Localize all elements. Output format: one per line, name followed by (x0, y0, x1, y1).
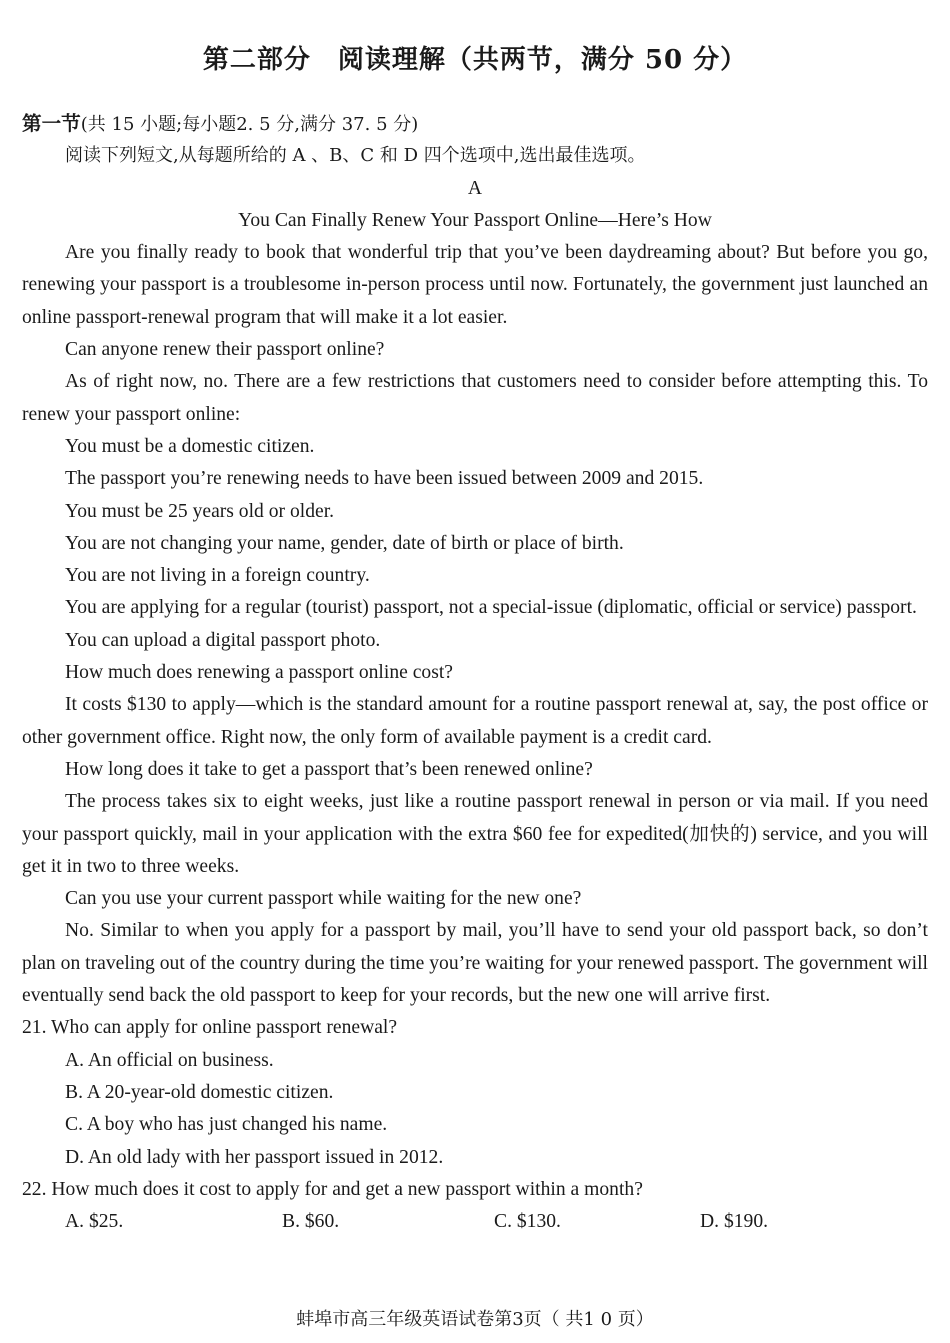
section-scoring: (共 15 小题;每小题2. 5 分,满分 37. 5 分) (80, 114, 419, 135)
passage-answer-2: It costs $130 to apply—which is the standard amount for a routine passport renewal at, say, the post office or other government office. Right now, the only form of available payment is a credit card. (22, 694, 928, 748)
passage-answer-3: The process takes six to eight weeks, just like a routine passport renewal in person or via mail. If you need your passport quickly, mail in your application with the extra $60 fee for expedited(加快的) service, and you will get it in two to three weeks. (22, 791, 928, 877)
passage-question-4: Can you use your current passport while waiting for the new one? (65, 888, 582, 910)
passage-letter: A (467, 177, 483, 199)
part-title: 第二部分 阅读理解（共两节，满分 50 分） (202, 45, 748, 75)
question-22-options (22, 1206, 928, 1238)
question-22-option-c: C. $130. (494, 1211, 561, 1233)
question-22-option-d: D. $190. (700, 1211, 769, 1233)
passage-question-3: How long does it take to get a passport that’s been renewed online? (65, 758, 593, 780)
question-22-stem: 22. How much does it cost to apply for and get a new passport within a month? (22, 1178, 643, 1200)
section-instruction: 阅读下列短文,从每题所给的 A 、B、C 和 D 四个选项中,选出最佳选项。 (65, 145, 646, 167)
passage-title: You Can Finally Renew Your Passport Online—Here’s How (238, 209, 712, 231)
passage-answer-1: As of right now, no. There are a few restrictions that customers need to consider before attempting this. To renew your passport online: (22, 371, 928, 425)
requirement-item: You can upload a digital passport photo. (65, 629, 381, 651)
section-header (22, 108, 928, 140)
page-footer: 蚌埠市高三年级英语试卷第3页（ 共1 0 页） (296, 1309, 654, 1330)
question-21-option-a: A. An official on business. (65, 1049, 274, 1071)
question-21-stem: 21. Who can apply for online passport renewal? (22, 1017, 398, 1039)
question-22-option-a: A. $25. (65, 1211, 124, 1233)
passage-intro: Are you finally ready to book that wonderful trip that you’ve been daydreaming about? But before you go, renewing your passport is a troublesome in-person process until now. Fortunately, the government just launched an online passport-renewal program that will make it a lot easier. (22, 242, 928, 328)
requirement-item: The passport you’re renewing needs to have been issued between 2009 and 2015. (65, 468, 704, 490)
requirement-item: You are applying for a regular (tourist) passport, not a special-issue (diplomatic, official or service) passport. (65, 597, 917, 619)
passage-answer-4: No. Similar to when you apply for a passport by mail, you’ll have to send your old passport back, so don’t plan on traveling out of the country during the time you’re waiting for your renewed passport. The government will eventually send back the old passport to keep for your records, but the new one will arrive first. (22, 920, 928, 1007)
question-21-option-c: C. A boy who has just changed his name. (65, 1114, 388, 1136)
passage-body (22, 237, 928, 1012)
requirement-item: You must be 25 years old or older. (65, 500, 335, 522)
question-22-option-b: B. $60. (282, 1211, 340, 1233)
question-21-option-b: B. A 20-year-old domestic citizen. (65, 1081, 334, 1103)
passage-question-2: How much does renewing a passport online cost? (65, 662, 453, 684)
question-21-option-d: D. An old lady with her passport issued in 2012. (65, 1146, 444, 1168)
passage-question-1: Can anyone renew their passport online? (65, 339, 385, 361)
requirement-item: You must be a domestic citizen. (65, 435, 315, 457)
requirement-item: You are not living in a foreign country. (65, 565, 370, 587)
section-label: 第一节 (22, 112, 81, 135)
requirement-item: You are not changing your name, gender, date of birth or place of birth. (65, 532, 624, 554)
